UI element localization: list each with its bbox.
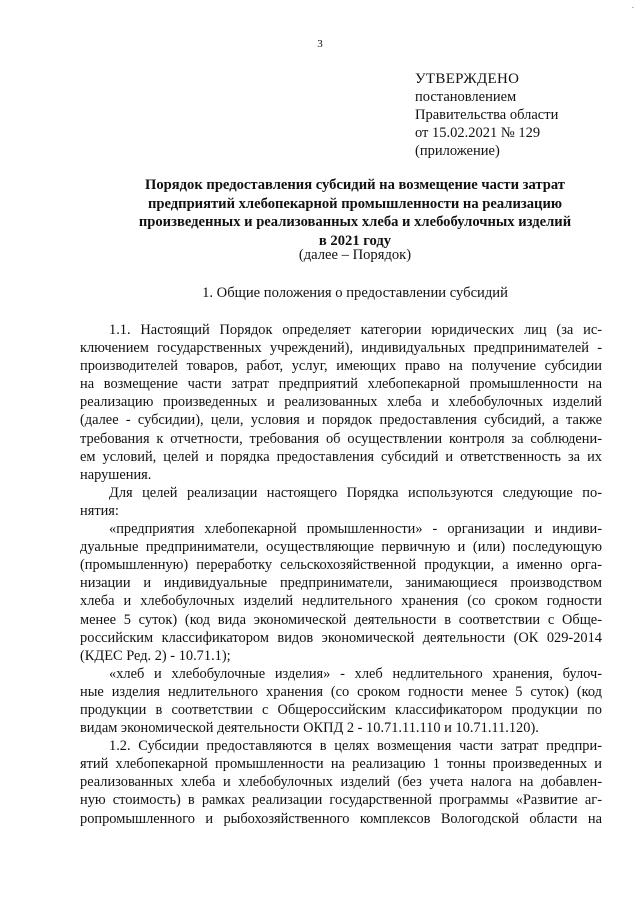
approval-line: от 15.02.2021 № 129 (415, 125, 541, 141)
approval-line: (приложение) (415, 143, 500, 159)
title-line: произведенных и реализованных хлеба и хлебобулочных изделий (138, 214, 572, 230)
title-line: предприятий хлебопекарной промышленности на реализацию (147, 195, 563, 212)
paragraph-line: 1.1. Настоящий Порядок определяет категории юридических лиц (за ис- (109, 322, 602, 338)
paragraph-line: производителей товаров, работ, услуг, имеющих право на получение субсидии (80, 358, 602, 375)
paragraph-line: нарушения. (80, 466, 152, 483)
document-subtitle: (далее – Порядок) (298, 247, 412, 263)
paragraph-line: российским классификатором видов экономической деятельности (ОК 029-2014 (80, 629, 602, 646)
paragraph-line: Для целей реализации настоящего Порядка используются следующие по- (109, 484, 602, 501)
paragraph-line: видам экономической деятельности ОКПД 2 - 10.71.11.110 и 10.71.11.120). (80, 720, 539, 737)
paragraph-line: на возмещение части затрат предприятий хлебопекарной промышленности на (80, 376, 602, 393)
document-title (60, 176, 640, 250)
title-line: Порядок предоставления субсидий на возмещение части затрат (145, 177, 565, 193)
paragraph-line: ем условий, целей и порядка предоставления субсидий и ответственность за их (80, 448, 602, 465)
page-number: 3 (317, 38, 323, 50)
approval-block (415, 70, 558, 160)
paragraph-line: (далее - субсидии), цели, условия и порядок предоставления субсидий, а также (80, 412, 602, 429)
paragraph-line: (промышленную) переработку сельскохозяйственной продукции, а именно орга- (80, 557, 602, 574)
paragraph-line: реализованных хлеба и хлебобулочных изделий (без учета налога на добавлен- (80, 774, 602, 791)
document-body (80, 321, 602, 828)
paragraph-line: дуальные предприниматели, осуществляющие первичную и (или) последующую (80, 539, 602, 556)
title-line: в 2021 году (318, 232, 392, 249)
paragraph-line: нятия: (80, 502, 119, 519)
paragraph-line: ные изделия недлительного хранения (со сроком годности менее 5 суток) (код (80, 683, 602, 700)
approval-line: постановлением (415, 89, 517, 105)
paragraph-line: ную стоимость) в рамках реализации государственной программы «Развитие аг- (80, 792, 602, 809)
paragraph-line: «предприятия хлебопекарной промышленности» - организации и индиви- (109, 521, 602, 538)
paragraph-line: (КДЕС Ред. 2) - 10.71.1); (80, 647, 231, 664)
approval-stamp: УТВЕРЖДЕНО (415, 71, 520, 87)
paragraph-line: 1.2. Субсидии предоставляются в целях возмещения части затрат предпри- (109, 738, 602, 755)
section-heading: 1. Общие положения о предоставлении субсидий (202, 285, 508, 301)
paragraph-line: менее 5 суток) (код вида экономической деятельности в соответствии с Обще- (80, 611, 602, 628)
paragraph-line: реализацию произведенных и реализованных хлеба и хлебобулочных изделий (80, 394, 602, 411)
paragraph-line: ропромышленного и рыбохозяйственного комплексов Вологодской области на (80, 810, 602, 827)
paragraph-line: хлеба и хлебобулочных изделий недлительного хранения (со сроком годности (80, 593, 602, 610)
paragraph-line: требования к отчетности, требования об осуществлении контроля за соблюдени- (80, 430, 602, 447)
paragraph-line: ключением государственных учреждений), индивидуальных предпринимателей - (80, 340, 602, 357)
approval-line: Правительства области (415, 107, 559, 123)
paragraph-line: ятий хлебопекарной промышленности на реализацию 1 тонны произведенных и (80, 756, 602, 773)
paragraph-line: продукции в соответствии с Общероссийским классификатором продукции по (80, 701, 602, 718)
paragraph-line: «хлеб и хлебобулочные изделия» - хлеб недлительного хранения, булоч- (109, 665, 602, 682)
paragraph-line: низации и индивидуальные предприниматели, занимающиеся производством (80, 575, 602, 592)
edge-mark: . (631, 0, 634, 10)
